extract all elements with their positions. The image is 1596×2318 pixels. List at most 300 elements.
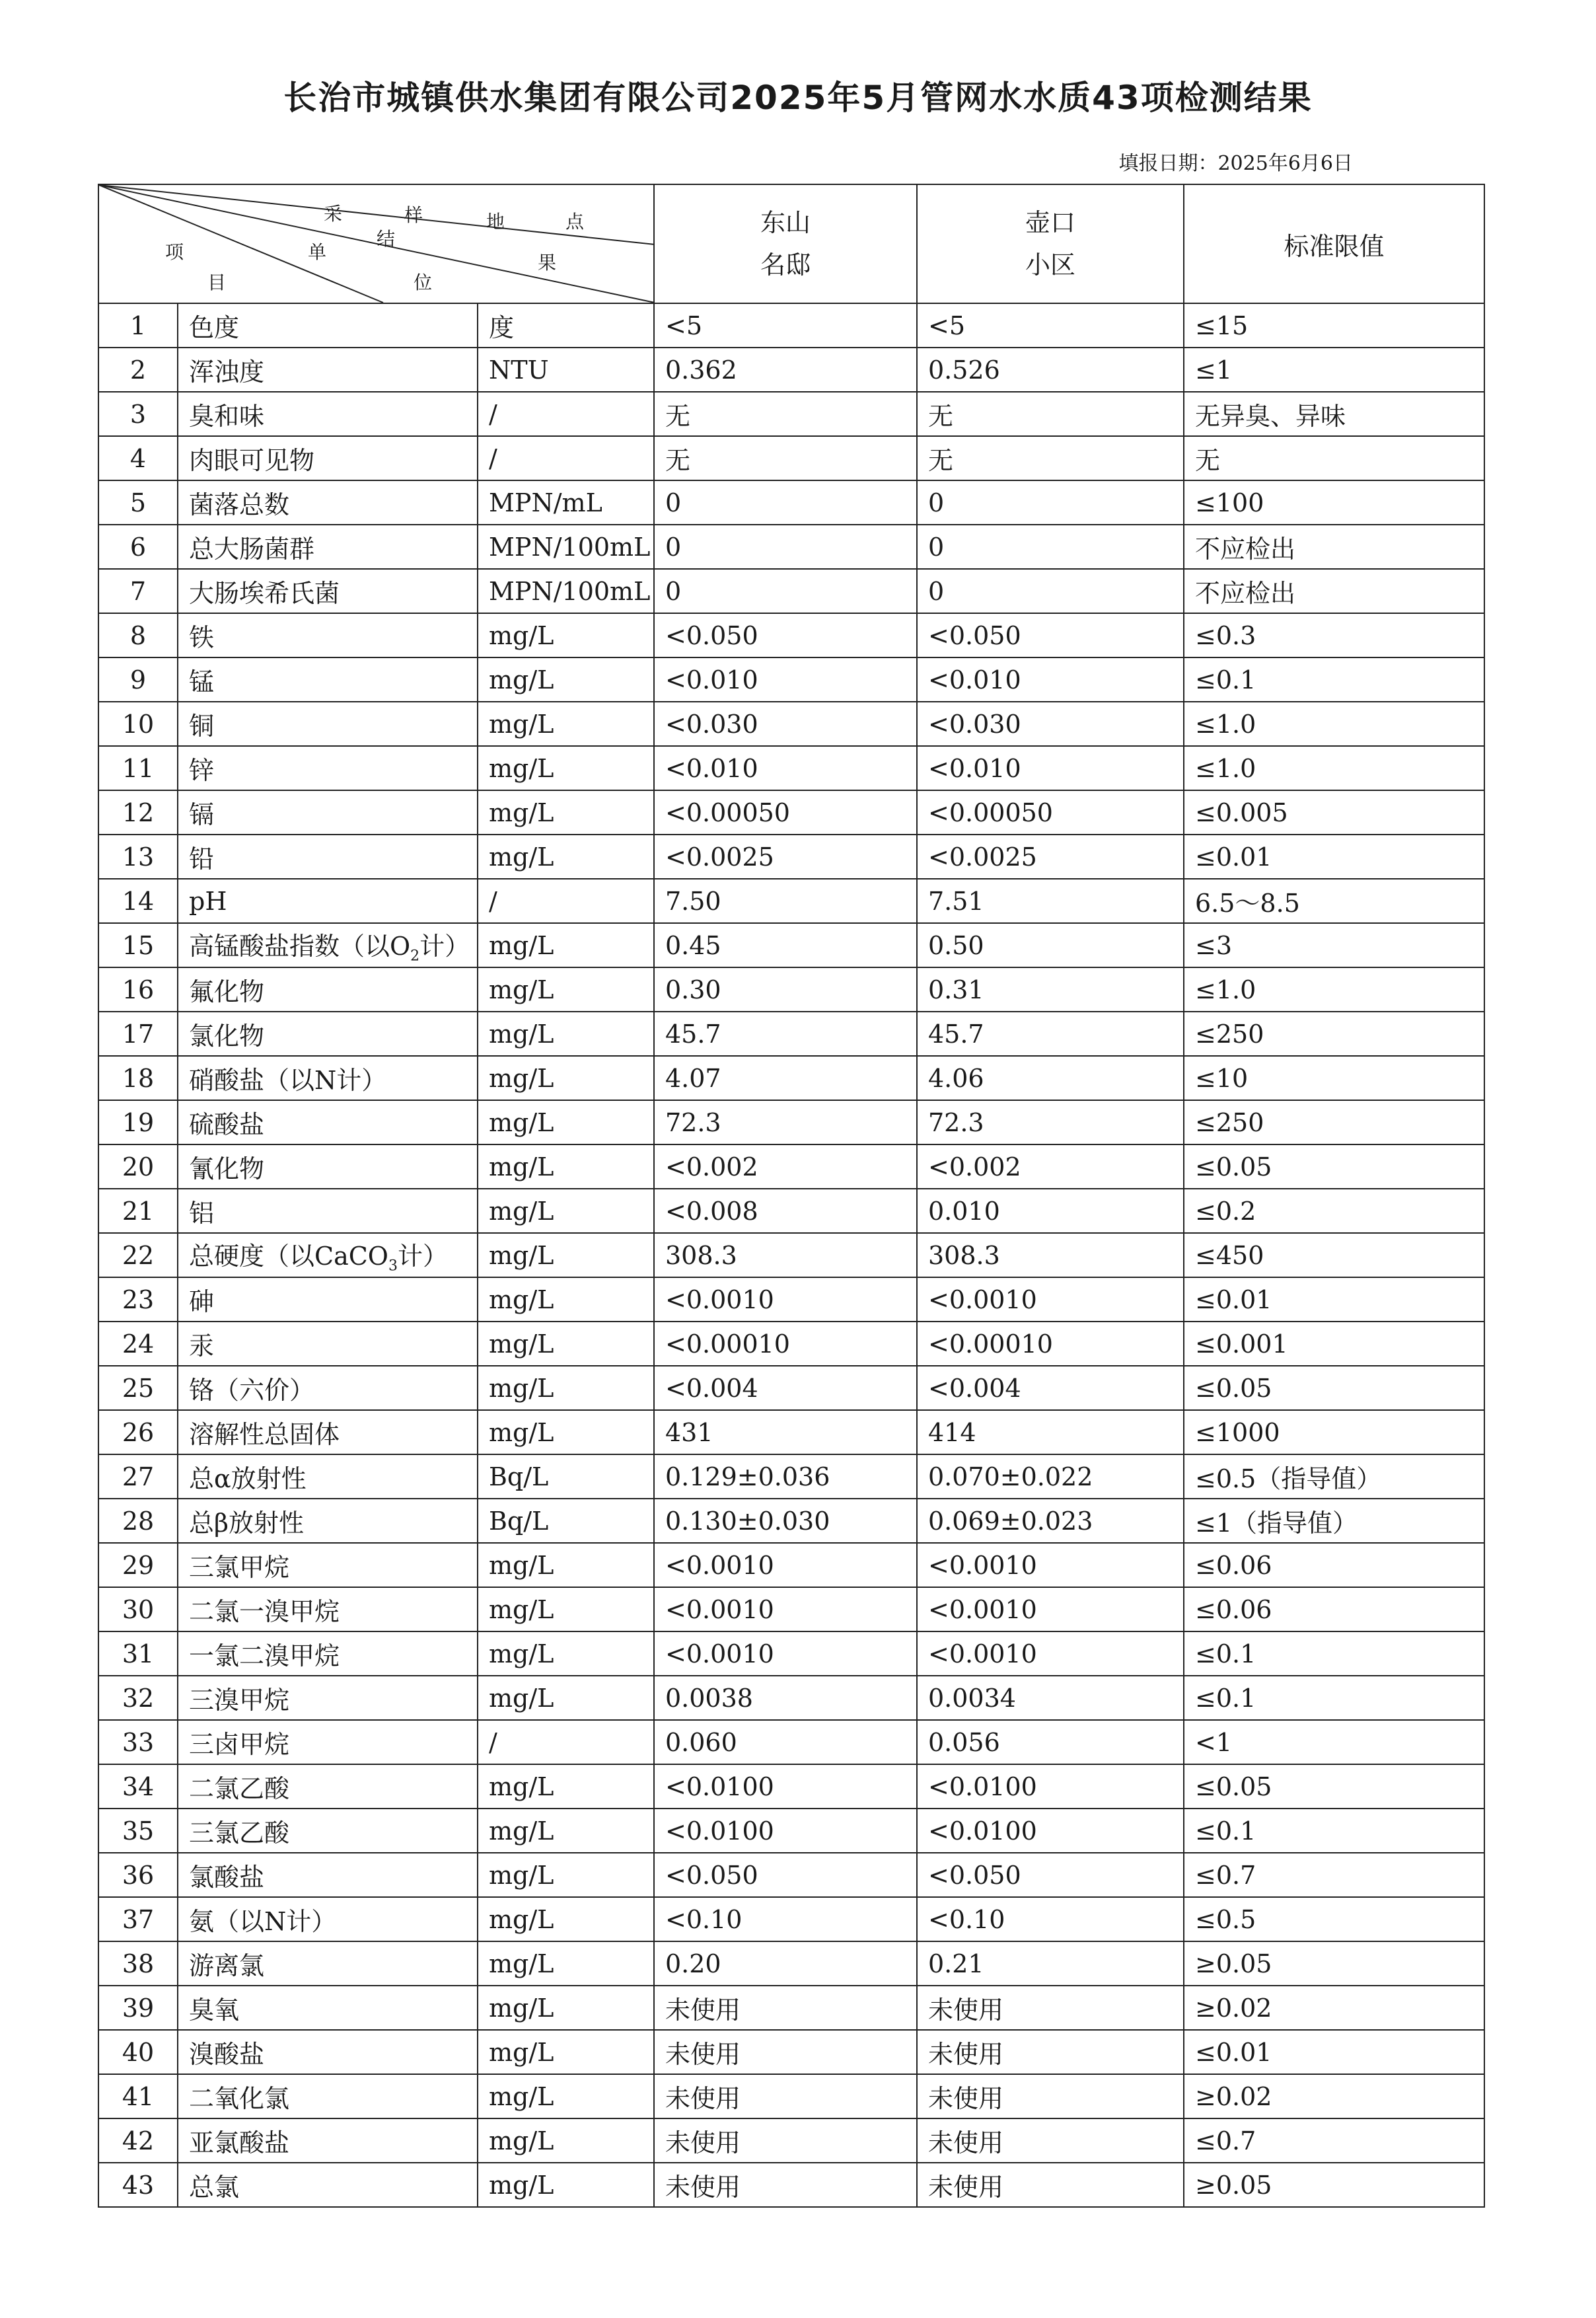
item-name: 三溴甲烷 — [178, 1676, 478, 1720]
row-number: 1 — [98, 303, 178, 348]
row-number: 21 — [98, 1189, 178, 1233]
table-row — [98, 2074, 1484, 2118]
item-name: 汞 — [178, 1322, 478, 1366]
row-number: 38 — [98, 1941, 178, 1986]
unit: mg/L — [478, 1676, 654, 1720]
table-row — [98, 1587, 1484, 1631]
item-name: 臭氧 — [178, 1986, 478, 2030]
table-row — [98, 480, 1484, 525]
item-name: 氰化物 — [178, 1144, 478, 1189]
site2-value: <0.010 — [917, 746, 1184, 790]
site2-value: 0.31 — [917, 967, 1184, 1012]
results-table-container — [98, 184, 1485, 2208]
site1-value: 4.07 — [654, 1056, 917, 1100]
table-row — [98, 702, 1484, 746]
row-number: 24 — [98, 1322, 178, 1366]
item-name: 铬（六价） — [178, 1366, 478, 1410]
unit: Bq/L — [478, 1454, 654, 1499]
standard-limit: ≤10 — [1184, 1056, 1484, 1100]
site2-value: 7.51 — [917, 879, 1184, 923]
site1-header — [654, 184, 917, 303]
site2-value: 0 — [917, 569, 1184, 613]
item-name: 铅 — [178, 835, 478, 879]
diag-label-sampling-site-2: 样 — [404, 204, 423, 226]
table-row — [98, 1897, 1484, 1941]
standard-limit: ≤0.05 — [1184, 1764, 1484, 1809]
table-row — [98, 392, 1484, 436]
table-row — [98, 613, 1484, 657]
table-row — [98, 1454, 1484, 1499]
unit: mg/L — [478, 1233, 654, 1277]
site1-value: <0.0025 — [654, 835, 917, 879]
row-number: 5 — [98, 480, 178, 525]
site1-value: <0.004 — [654, 1366, 917, 1410]
site1-value: 0.45 — [654, 923, 917, 967]
site2-value: <0.00050 — [917, 790, 1184, 835]
site2-value: 0.526 — [917, 348, 1184, 392]
table-row — [98, 1543, 1484, 1587]
table-row — [98, 1410, 1484, 1454]
row-number: 23 — [98, 1277, 178, 1322]
row-number: 3 — [98, 392, 178, 436]
row-number: 40 — [98, 2030, 178, 2074]
site1-value: <0.00050 — [654, 790, 917, 835]
unit: NTU — [478, 348, 654, 392]
site1-value: 0.0038 — [654, 1676, 917, 1720]
standard-limit: ≤450 — [1184, 1233, 1484, 1277]
item-name: 氯酸盐 — [178, 1853, 478, 1897]
site2-value: 0.21 — [917, 1941, 1184, 1986]
row-number: 35 — [98, 1809, 178, 1853]
table-row — [98, 1986, 1484, 2030]
unit: mg/L — [478, 1100, 654, 1144]
table-row — [98, 657, 1484, 702]
item-name-prefix: 高锰酸盐指数（以O — [189, 932, 411, 961]
item-name: 一氯二溴甲烷 — [178, 1631, 478, 1676]
site2-value: <0.010 — [917, 657, 1184, 702]
unit: mg/L — [478, 967, 654, 1012]
standard-limit: ≤0.001 — [1184, 1322, 1484, 1366]
item-name: 大肠埃希氏菌 — [178, 569, 478, 613]
site2-value: 0.069±0.023 — [917, 1499, 1184, 1543]
table-row — [98, 1720, 1484, 1764]
standard-limit: 无异臭、异味 — [1184, 392, 1484, 436]
unit: mg/L — [478, 1056, 654, 1100]
table-row — [98, 303, 1484, 348]
unit: mg/L — [478, 1543, 654, 1587]
standard-limit: ≤0.7 — [1184, 1853, 1484, 1897]
item-name: 色度 — [178, 303, 478, 348]
item-name: 臭和味 — [178, 392, 478, 436]
diag-label-result-2: 果 — [538, 252, 557, 274]
site2-value: 0.010 — [917, 1189, 1184, 1233]
site2-header-line1: 壶口 — [1025, 208, 1075, 237]
unit: / — [478, 436, 654, 480]
item-name: 三卤甲烷 — [178, 1720, 478, 1764]
unit: mg/L — [478, 1322, 654, 1366]
table-row — [98, 1277, 1484, 1322]
site2-value: 未使用 — [917, 2163, 1184, 2207]
row-number: 34 — [98, 1764, 178, 1809]
unit: mg/L — [478, 923, 654, 967]
site2-value: <0.0010 — [917, 1277, 1184, 1322]
site1-header-line1: 东山 — [760, 208, 811, 237]
unit: mg/L — [478, 702, 654, 746]
site1-value: 0.20 — [654, 1941, 917, 1986]
row-number: 11 — [98, 746, 178, 790]
item-name: 浑浊度 — [178, 348, 478, 392]
item-name: 总β放射性 — [178, 1499, 478, 1543]
site1-value: <0.002 — [654, 1144, 917, 1189]
standard-limit: 无 — [1184, 436, 1484, 480]
standard-limit: ≤0.5 — [1184, 1897, 1484, 1941]
item-name-prefix: 总硬度（以CaCO — [189, 1242, 388, 1271]
unit: mg/L — [478, 1012, 654, 1056]
site2-value: <5 — [917, 303, 1184, 348]
item-name: 溴酸盐 — [178, 2030, 478, 2074]
item-name: 镉 — [178, 790, 478, 835]
site2-value: <0.0100 — [917, 1809, 1184, 1853]
standard-limit: ≤100 — [1184, 480, 1484, 525]
site1-value: <0.0100 — [654, 1764, 917, 1809]
standard-limit: ≤0.01 — [1184, 2030, 1484, 2074]
site1-value: 7.50 — [654, 879, 917, 923]
diag-label-item-2: 目 — [207, 272, 227, 293]
row-number: 18 — [98, 1056, 178, 1100]
item-name: 三氯乙酸 — [178, 1809, 478, 1853]
unit: mg/L — [478, 657, 654, 702]
table-row — [98, 923, 1484, 967]
table-row — [98, 1764, 1484, 1809]
standard-limit: ≥0.05 — [1184, 1941, 1484, 1986]
standard-limit: ≥0.02 — [1184, 2074, 1484, 2118]
unit: mg/L — [478, 1144, 654, 1189]
standard-limit: ≤0.1 — [1184, 1676, 1484, 1720]
table-row — [98, 1941, 1484, 1986]
site2-value: <0.002 — [917, 1144, 1184, 1189]
site1-value: 431 — [654, 1410, 917, 1454]
standard-limit: <1 — [1184, 1720, 1484, 1764]
site2-value: 未使用 — [917, 2118, 1184, 2163]
unit: mg/L — [478, 1986, 654, 2030]
row-number: 37 — [98, 1897, 178, 1941]
diagonal-header-cell — [98, 184, 654, 303]
site1-value: <5 — [654, 303, 917, 348]
row-number: 8 — [98, 613, 178, 657]
item-name-suffix: 计） — [397, 1242, 448, 1271]
standard-limit: ≤0.05 — [1184, 1366, 1484, 1410]
standard-limit: ≥0.05 — [1184, 2163, 1484, 2207]
unit: mg/L — [478, 2030, 654, 2074]
site2-value: <0.050 — [917, 1853, 1184, 1897]
site2-value: 0.0034 — [917, 1676, 1184, 1720]
unit: mg/L — [478, 746, 654, 790]
site1-value: <0.00010 — [654, 1322, 917, 1366]
item-name: 肉眼可见物 — [178, 436, 478, 480]
unit: mg/L — [478, 1587, 654, 1631]
site1-value: <0.050 — [654, 1853, 917, 1897]
site2-value: 308.3 — [917, 1233, 1184, 1277]
site2-value: <0.0010 — [917, 1631, 1184, 1676]
item-name: 三氯甲烷 — [178, 1543, 478, 1587]
site2-header — [917, 184, 1184, 303]
row-number: 22 — [98, 1233, 178, 1277]
unit: mg/L — [478, 1764, 654, 1809]
results-table — [98, 184, 1485, 2208]
table-row — [98, 879, 1484, 923]
site1-value: <0.008 — [654, 1189, 917, 1233]
site1-value: 0.30 — [654, 967, 917, 1012]
site1-value: 未使用 — [654, 2163, 917, 2207]
site2-value: <0.0010 — [917, 1587, 1184, 1631]
site1-value: <0.010 — [654, 657, 917, 702]
item-name: 锌 — [178, 746, 478, 790]
site2-value: 无 — [917, 436, 1184, 480]
row-number: 27 — [98, 1454, 178, 1499]
site1-value: 0 — [654, 525, 917, 569]
standard-limit: ≤0.5（指导值） — [1184, 1454, 1484, 1499]
row-number: 36 — [98, 1853, 178, 1897]
unit: mg/L — [478, 1897, 654, 1941]
site2-value: 0.070±0.022 — [917, 1454, 1184, 1499]
standard-limit: 不应检出 — [1184, 525, 1484, 569]
item-name: 溶解性总固体 — [178, 1410, 478, 1454]
table-row — [98, 1144, 1484, 1189]
site1-value: <0.0010 — [654, 1631, 917, 1676]
row-number: 30 — [98, 1587, 178, 1631]
diag-label-unit-1: 单 — [308, 241, 327, 263]
table-row — [98, 1631, 1484, 1676]
row-number: 42 — [98, 2118, 178, 2163]
row-number: 29 — [98, 1543, 178, 1587]
site1-value: 0.130±0.030 — [654, 1499, 917, 1543]
item-name-subscript: 2 — [410, 948, 420, 965]
site2-value: <0.0100 — [917, 1764, 1184, 1809]
site2-value: <0.0025 — [917, 835, 1184, 879]
site2-header-line2: 小区 — [1025, 250, 1075, 280]
unit: mg/L — [478, 2074, 654, 2118]
row-number: 6 — [98, 525, 178, 569]
unit: mg/L — [478, 1410, 654, 1454]
site2-value: 0.50 — [917, 923, 1184, 967]
standard-limit: ≤1000 — [1184, 1410, 1484, 1454]
standard-limit: ≤1.0 — [1184, 746, 1484, 790]
table-body — [98, 303, 1484, 2207]
standard-limit: ≥0.02 — [1184, 1986, 1484, 2030]
table-row — [98, 2118, 1484, 2163]
item-name: 二氯乙酸 — [178, 1764, 478, 1809]
item-name: 二氧化氯 — [178, 2074, 478, 2118]
site1-header-line2: 名邸 — [760, 250, 811, 280]
unit: mg/L — [478, 1631, 654, 1676]
diag-label-sampling-site-1: 采 — [324, 203, 343, 225]
unit: mg/L — [478, 790, 654, 835]
site1-value: 0 — [654, 480, 917, 525]
unit: mg/L — [478, 1366, 654, 1410]
item-name: 游离氯 — [178, 1941, 478, 1986]
site2-value: 未使用 — [917, 2074, 1184, 2118]
unit: / — [478, 879, 654, 923]
item-name: 铝 — [178, 1189, 478, 1233]
row-number: 13 — [98, 835, 178, 879]
site2-value: <0.004 — [917, 1366, 1184, 1410]
item-name-subscript: 3 — [388, 1257, 398, 1275]
diag-label-unit-2: 位 — [414, 272, 433, 293]
site1-value: 无 — [654, 392, 917, 436]
unit: mg/L — [478, 1277, 654, 1322]
item-name: 氨（以N计） — [178, 1897, 478, 1941]
table-row — [98, 2163, 1484, 2207]
row-number: 15 — [98, 923, 178, 967]
site2-value: 0 — [917, 480, 1184, 525]
item-name: 菌落总数 — [178, 480, 478, 525]
table-row — [98, 2030, 1484, 2074]
row-number: 9 — [98, 657, 178, 702]
unit: mg/L — [478, 613, 654, 657]
table-row — [98, 1853, 1484, 1897]
unit: mg/L — [478, 2118, 654, 2163]
standard-limit: ≤250 — [1184, 1012, 1484, 1056]
diag-label-item-1: 项 — [165, 241, 184, 263]
unit: mg/L — [478, 1809, 654, 1853]
item-name: 硫酸盐 — [178, 1100, 478, 1144]
site1-value: 45.7 — [654, 1012, 917, 1056]
standard-limit: ≤0.005 — [1184, 790, 1484, 835]
row-number: 31 — [98, 1631, 178, 1676]
standard-limit: ≤0.01 — [1184, 1277, 1484, 1322]
table-row — [98, 1233, 1484, 1277]
standard-limit: ≤1（指导值） — [1184, 1499, 1484, 1543]
standard-limit: ≤0.01 — [1184, 835, 1484, 879]
site2-value: <0.00010 — [917, 1322, 1184, 1366]
row-number: 16 — [98, 967, 178, 1012]
table-row — [98, 790, 1484, 835]
site2-value: 0 — [917, 525, 1184, 569]
table-row — [98, 1056, 1484, 1100]
item-name: 硝酸盐（以N计） — [178, 1056, 478, 1100]
item-name: 二氯一溴甲烷 — [178, 1587, 478, 1631]
item-name: 锰 — [178, 657, 478, 702]
site2-value: 未使用 — [917, 1986, 1184, 2030]
table-row — [98, 1012, 1484, 1056]
table-row — [98, 1189, 1484, 1233]
site1-value: 0.129±0.036 — [654, 1454, 917, 1499]
standard-limit: 6.5～8.5 — [1184, 879, 1484, 923]
row-number: 7 — [98, 569, 178, 613]
row-number: 14 — [98, 879, 178, 923]
item-name: 总氯 — [178, 2163, 478, 2207]
unit: MPN/mL — [478, 480, 654, 525]
table-row — [98, 569, 1484, 613]
site2-value: 无 — [917, 392, 1184, 436]
item-name-suffix: 计） — [419, 932, 470, 961]
item-name: 氯化物 — [178, 1012, 478, 1056]
site2-value: 未使用 — [917, 2030, 1184, 2074]
unit: / — [478, 392, 654, 436]
table-row — [98, 835, 1484, 879]
unit: mg/L — [478, 835, 654, 879]
standard-limit: ≤0.06 — [1184, 1587, 1484, 1631]
row-number: 26 — [98, 1410, 178, 1454]
document-title: 长治市城镇供水集团有限公司2025年5月管网水水质43项检测结果 — [283, 79, 1313, 117]
unit: mg/L — [478, 1189, 654, 1233]
standard-limit: ≤15 — [1184, 303, 1484, 348]
site1-value: 未使用 — [654, 2030, 917, 2074]
item-name — [178, 923, 478, 967]
table-row — [98, 967, 1484, 1012]
unit: MPN/100mL — [478, 569, 654, 613]
diag-label-sampling-site-3: 地 — [486, 211, 505, 233]
site1-value: <0.10 — [654, 1897, 917, 1941]
table-row — [98, 525, 1484, 569]
site1-value: <0.0100 — [654, 1809, 917, 1853]
standard-limit: ≤0.06 — [1184, 1543, 1484, 1587]
table-row — [98, 1100, 1484, 1144]
site2-value: 72.3 — [917, 1100, 1184, 1144]
site1-value: 308.3 — [654, 1233, 917, 1277]
row-number: 17 — [98, 1012, 178, 1056]
site1-value: <0.010 — [654, 746, 917, 790]
row-number: 41 — [98, 2074, 178, 2118]
site1-value: <0.050 — [654, 613, 917, 657]
row-number: 10 — [98, 702, 178, 746]
fill-date: 填报日期：2025年6月6日 — [1118, 152, 1353, 175]
table-row — [98, 1676, 1484, 1720]
standard-limit: ≤1 — [1184, 348, 1484, 392]
unit: mg/L — [478, 1853, 654, 1897]
table-row — [98, 348, 1484, 392]
standard-limit: ≤0.1 — [1184, 1631, 1484, 1676]
item-name: 铁 — [178, 613, 478, 657]
row-number: 32 — [98, 1676, 178, 1720]
site1-value: 无 — [654, 436, 917, 480]
unit: / — [478, 1720, 654, 1764]
item-name: pH — [178, 879, 478, 923]
site1-value: 0 — [654, 569, 917, 613]
header-row — [98, 184, 1484, 303]
unit: 度 — [478, 303, 654, 348]
standard-limit: ≤1.0 — [1184, 702, 1484, 746]
site2-value: 4.06 — [917, 1056, 1184, 1100]
item-name — [178, 1233, 478, 1277]
standard-limit: 不应检出 — [1184, 569, 1484, 613]
site1-value: 未使用 — [654, 2118, 917, 2163]
item-name: 总α放射性 — [178, 1454, 478, 1499]
limit-header: 标准限值 — [1184, 184, 1484, 303]
row-number: 19 — [98, 1100, 178, 1144]
site1-value: 未使用 — [654, 1986, 917, 2030]
standard-limit: ≤3 — [1184, 923, 1484, 967]
site2-value: <0.10 — [917, 1897, 1184, 1941]
table-row — [98, 1809, 1484, 1853]
site2-value: 414 — [917, 1410, 1184, 1454]
item-name: 砷 — [178, 1277, 478, 1322]
site1-value: 未使用 — [654, 2074, 917, 2118]
table-row — [98, 1322, 1484, 1366]
unit: Bq/L — [478, 1499, 654, 1543]
row-number: 12 — [98, 790, 178, 835]
table-row — [98, 1499, 1484, 1543]
row-number: 2 — [98, 348, 178, 392]
standard-limit: ≤0.7 — [1184, 2118, 1484, 2163]
row-number: 25 — [98, 1366, 178, 1410]
row-number: 4 — [98, 436, 178, 480]
unit: MPN/100mL — [478, 525, 654, 569]
row-number: 28 — [98, 1499, 178, 1543]
site2-value: <0.0010 — [917, 1543, 1184, 1587]
standard-limit: ≤250 — [1184, 1100, 1484, 1144]
standard-limit: ≤0.05 — [1184, 1144, 1484, 1189]
